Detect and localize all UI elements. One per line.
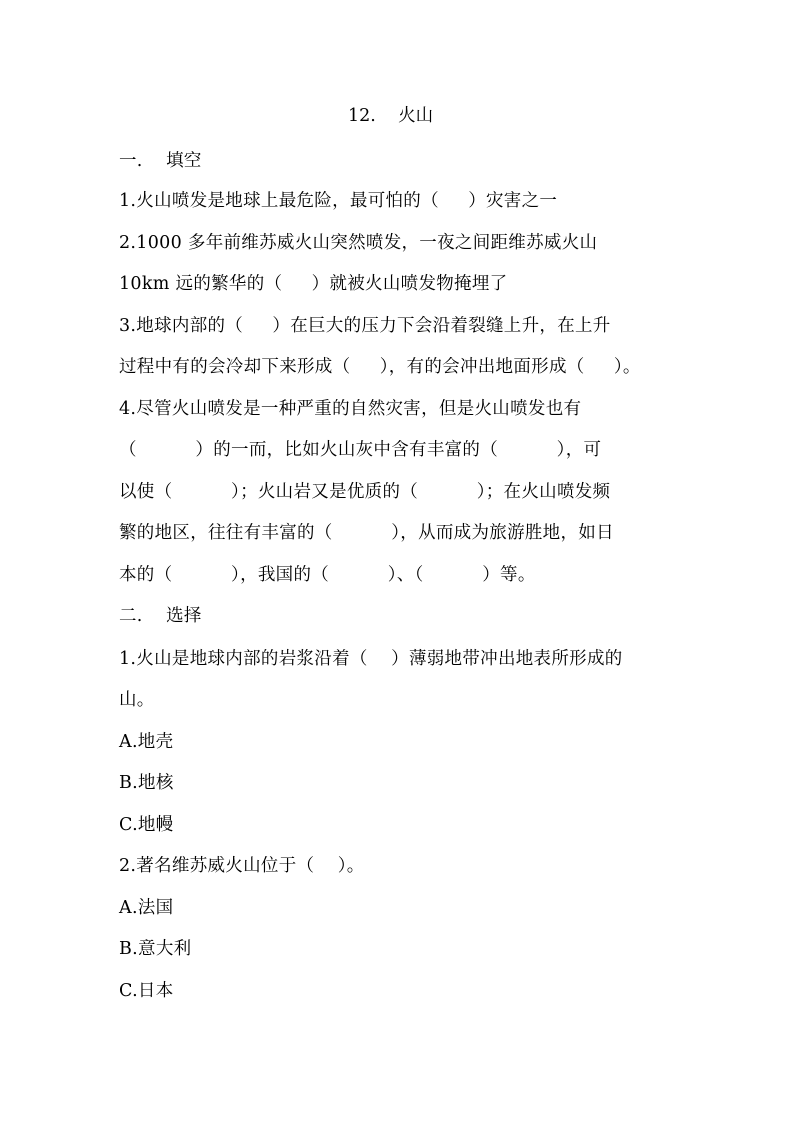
question-line: 过程中有的会冷却下来形成（ ），有的会冲出地面形成（ ）。 <box>119 357 641 377</box>
question-line: 山。 <box>119 690 155 710</box>
question-line: 以使（ ）；火山岩又是优质的（ ）；在火山喷发频 <box>119 482 611 502</box>
page-title: 12. 火山 <box>348 106 434 126</box>
section-heading-choice: 二. 选择 <box>119 606 202 626</box>
question-line: 繁的地区，往往有丰富的（ ），从而成为旅游胜地，如日 <box>119 523 614 543</box>
question-line: （ ）的一而，比如火山灰中含有丰富的（ ），可 <box>119 440 602 460</box>
question-line: 3.地球内部的（ ）在巨大的压力下会沿着裂缝上升，在上升 <box>119 316 611 336</box>
question-line: 1.火山喷发是地球上最危险，最可怕的（ ）灾害之一 <box>119 191 558 211</box>
option-line: A.地壳 <box>119 732 174 752</box>
question-line: 1.火山是地球内部的岩浆沿着（ ）薄弱地带冲出地表所形成的 <box>119 649 623 669</box>
option-line: C.日本 <box>119 981 174 1001</box>
option-line: B.地核 <box>119 773 174 793</box>
section-heading-fill-blank: 一. 填空 <box>119 151 202 171</box>
question-line: 本的（ ），我国的（ ）、（ ）等。 <box>119 565 536 585</box>
question-line: 4.尽管火山喷发是一种严重的自然灾害，但是火山喷发也有 <box>119 399 582 419</box>
question-line: 2.著名维苏威火山位于（ ）。 <box>119 856 365 876</box>
option-line: B.意大利 <box>119 939 192 959</box>
option-line: C.地幔 <box>119 815 174 835</box>
option-line: A.法国 <box>119 898 174 918</box>
question-line: 2.1000 多年前维苏威火山突然喷发，一夜之间距维苏威火山 <box>119 233 598 253</box>
question-line: 10km 远的繁华的（ ）就被火山喷发物掩埋了 <box>119 274 508 294</box>
